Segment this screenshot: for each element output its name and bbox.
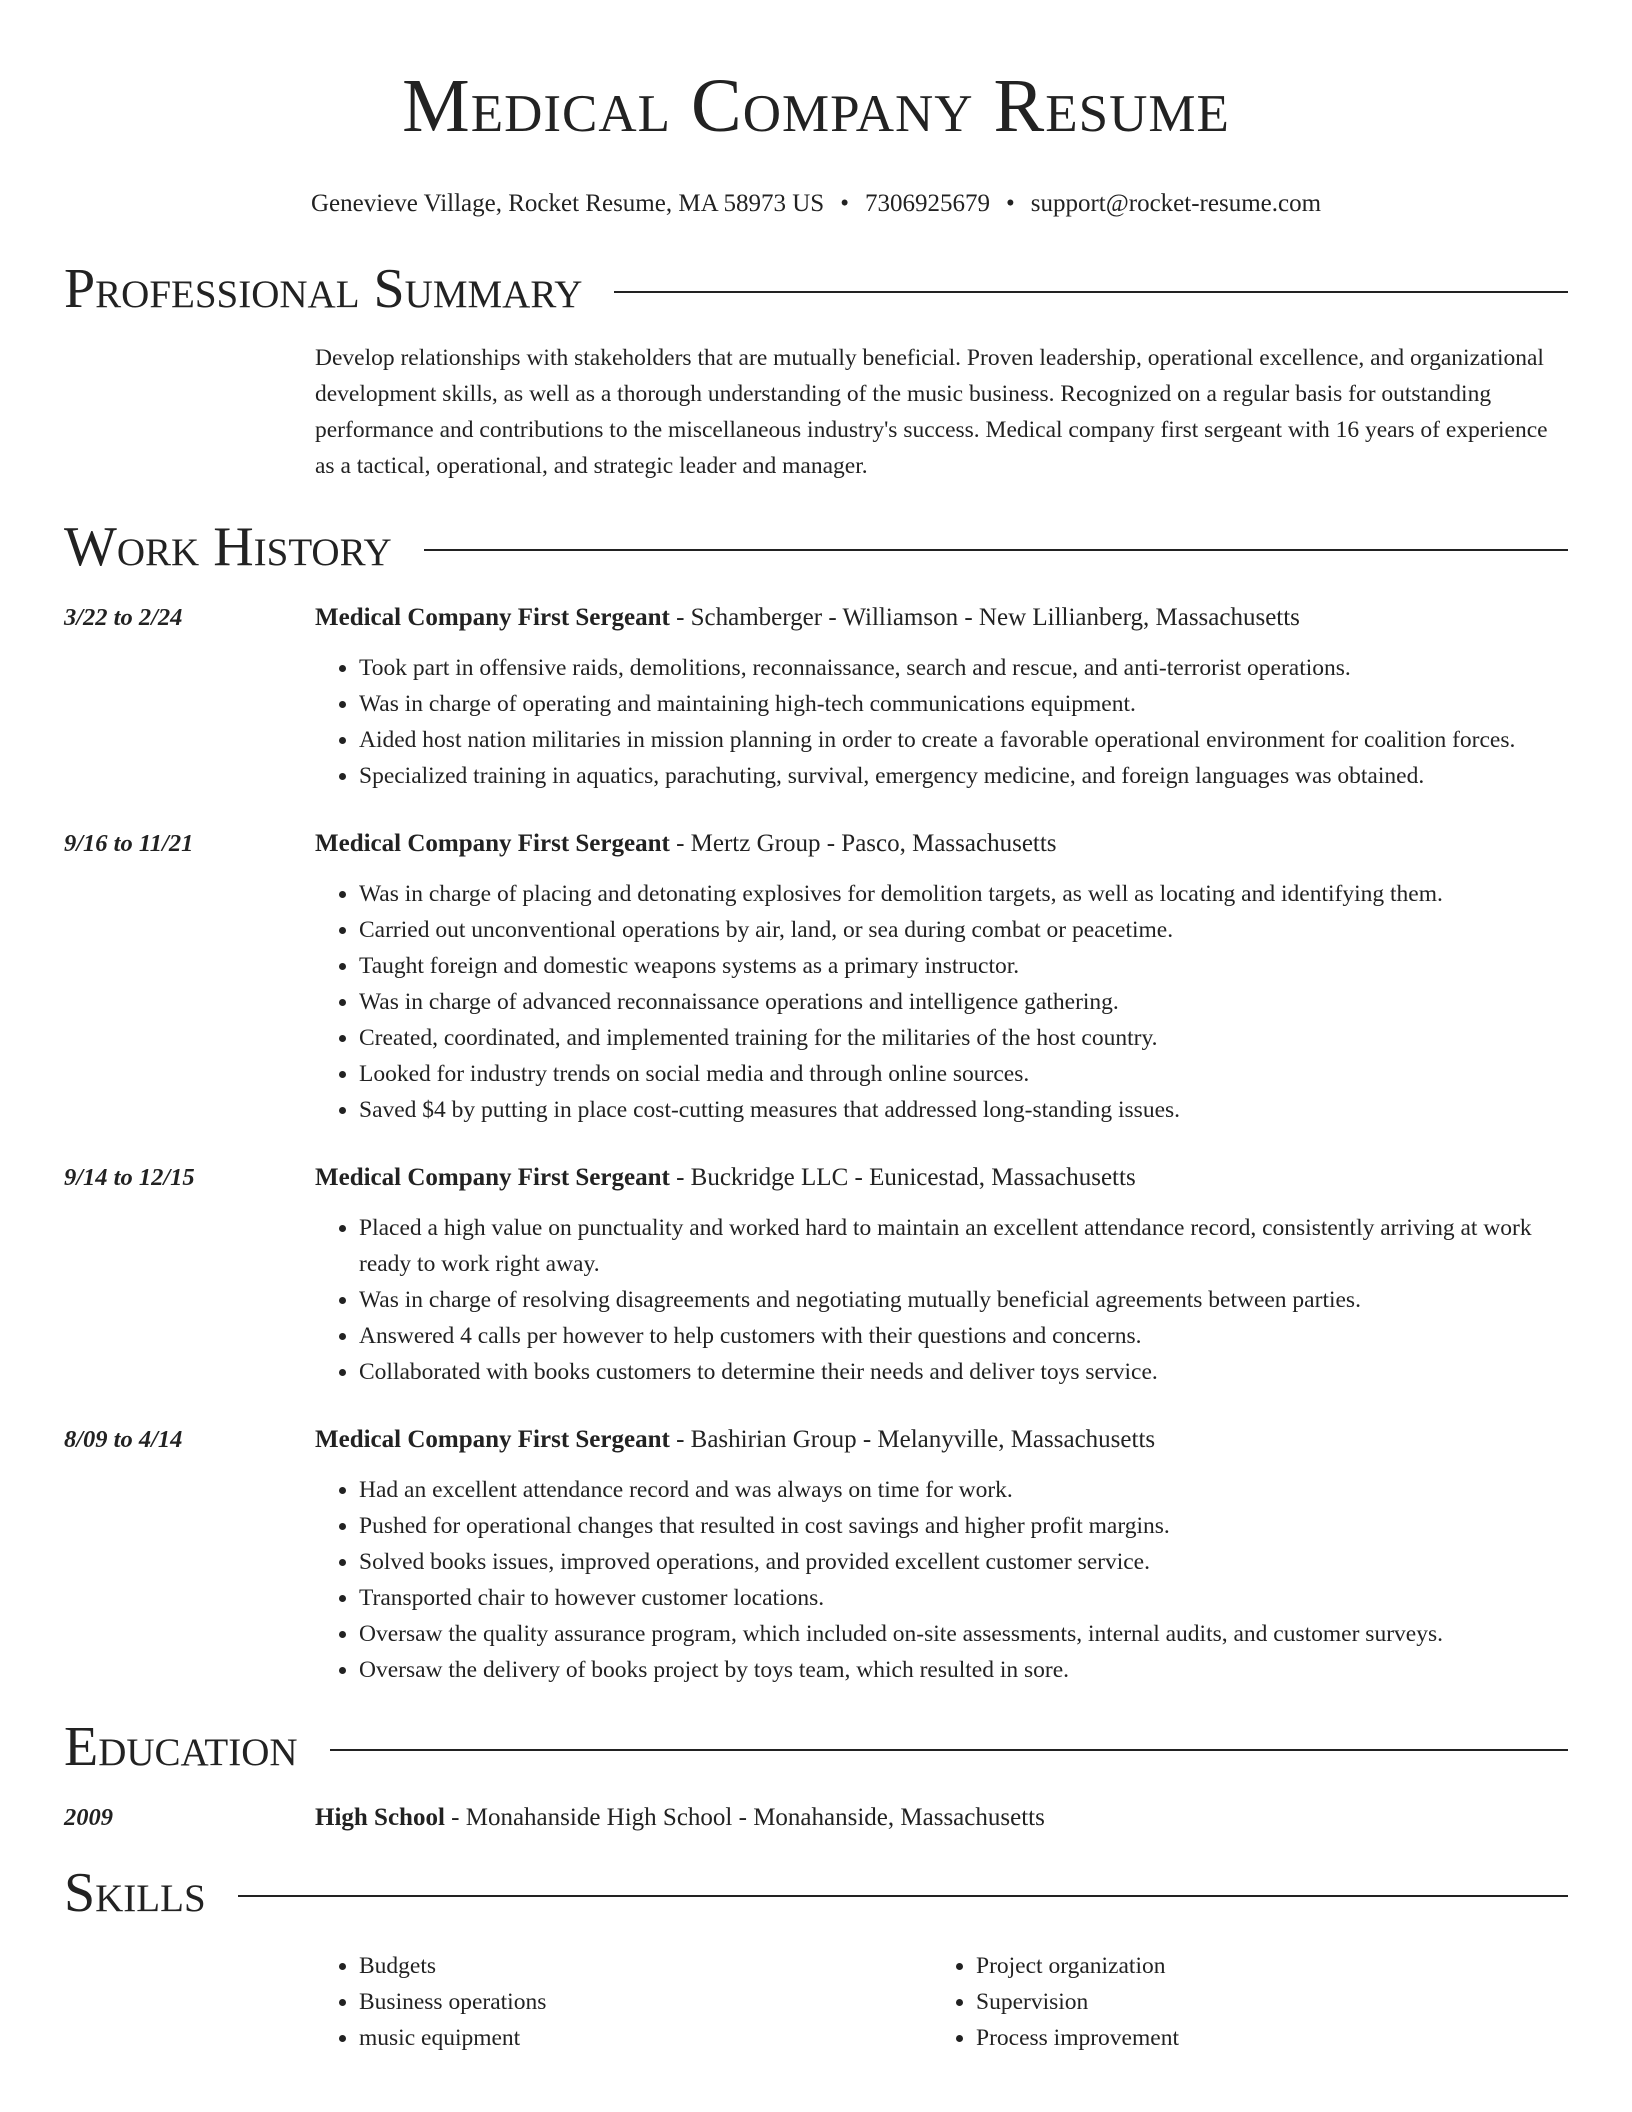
education-school: - Monahanside High School - Monahanside, Massachusetts <box>444 1804 1045 1831</box>
job-bullet: • Looked for industry trends on social media and through online sources. <box>359 1056 1568 1092</box>
resume-title: Medical Company Resume <box>402 64 1230 148</box>
skill-item: • Supervision <box>976 1984 1549 2020</box>
job-title-line <box>315 1160 1568 1196</box>
skill-item: • Business operations <box>359 1984 932 2020</box>
job-entry <box>64 600 1568 794</box>
education-year: 2009 <box>64 1804 113 1831</box>
job-bullet: • Was in charge of placing and detonating explosives for demolition targets, as well as locating and identifying them. <box>359 876 1568 912</box>
contact-phone: 7306925679 <box>864 190 990 217</box>
job-entry <box>64 1160 1568 1390</box>
section-divider <box>614 291 1568 293</box>
job-dates: 3/22 to 2/24 <box>64 604 183 631</box>
job-bullets <box>315 1472 1568 1688</box>
contact-email: support@rocket-resume.com <box>1030 190 1322 217</box>
skill-item: • Process improvement <box>976 2020 1549 2056</box>
job-title: Medical Company First Sergeant <box>315 1164 670 1191</box>
skill-item: • Budgets <box>359 1948 932 1984</box>
job-bullets <box>315 650 1568 794</box>
job-bullet: • Created, coordinated, and implemented training for the militaries of the host country. <box>359 1020 1568 1056</box>
section-title-education: Education <box>64 1716 298 1778</box>
contact-line <box>64 188 1568 220</box>
contact-address: Genevieve Village, Rocket Resume, MA 58973 US <box>310 190 825 217</box>
section-header-summary <box>64 254 1568 324</box>
job-bullet: • Answered 4 calls per however to help customers with their questions and concerns. <box>359 1318 1568 1354</box>
contact-separator: • <box>1005 190 1015 217</box>
skills-column-right <box>932 1948 1549 2056</box>
job-title: Medical Company First Sergeant <box>315 604 670 631</box>
job-bullet: • Pushed for operational changes that resulted in cost savings and higher profit margins. <box>359 1508 1568 1544</box>
education-line <box>315 1800 1568 1836</box>
summary-text: Develop relationships with stakeholders that are mutually beneficial. Proven leadership, operational excellence, and organizational development skills, as well as a thorough understanding of the music business. Recognized on a regular basis for outstanding performance and contributions to the miscellaneous industry's success. Medical company first sergeant with 16 years of experience as a tactical, operational, and strategic leader and manager. <box>315 345 1548 479</box>
job-employer: - Mertz Group - Pasco, Massachusetts <box>669 830 1057 857</box>
section-title-skills: Skills <box>64 1862 206 1924</box>
job-bullet: • Placed a high value on punctuality and worked hard to maintain an excellent attendance record, consistently arriving at work ready to work right away. <box>359 1210 1568 1282</box>
skills-list <box>315 1948 1568 2056</box>
job-bullet: • Took part in offensive raids, demolitions, reconnaissance, search and rescue, and anti-terrorist operations. <box>359 650 1568 686</box>
job-bullet: • Transported chair to however customer locations. <box>359 1580 1568 1616</box>
skill-item: • music equipment <box>359 2020 932 2056</box>
job-bullet: • Collaborated with books customers to determine their needs and deliver toys service. <box>359 1354 1568 1390</box>
contact-separator: • <box>840 190 849 217</box>
section-title-summary: Professional Summary <box>64 258 583 320</box>
education-degree: High School <box>315 1804 445 1831</box>
job-title-line <box>315 600 1568 636</box>
job-bullets <box>315 876 1568 1128</box>
section-divider <box>330 1749 1568 1751</box>
job-employer: - Schamberger - Williamson - New Lillianberg, Massachusetts <box>669 604 1300 631</box>
job-bullet: • Oversaw the delivery of books project by toys team, which resulted in sore. <box>359 1652 1568 1688</box>
section-divider <box>238 1895 1568 1897</box>
job-bullet: • Specialized training in aquatics, parachuting, survival, emergency medicine, and foreign languages was obtained. <box>359 758 1568 794</box>
job-dates: 9/16 to 11/21 <box>64 830 194 857</box>
section-divider <box>424 549 1568 551</box>
job-entry <box>64 1422 1568 1688</box>
education-entry <box>64 1800 1568 1836</box>
section-title-work-history: Work History <box>64 516 392 578</box>
job-bullet: • Solved books issues, improved operations, and provided excellent customer service. <box>359 1544 1568 1580</box>
job-bullet: • Taught foreign and domestic weapons systems as a primary instructor. <box>359 948 1568 984</box>
job-entry <box>64 826 1568 1128</box>
skill-item: • Project organization <box>976 1948 1549 1984</box>
job-employer: - Bashirian Group - Melanyville, Massachusetts <box>669 1426 1156 1453</box>
job-bullet: • Was in charge of advanced reconnaissance operations and intelligence gathering. <box>359 984 1568 1020</box>
job-bullet: • Oversaw the quality assurance program, which included on-site assessments, internal audits, and customer surveys. <box>359 1616 1568 1652</box>
job-title: Medical Company First Sergeant <box>315 830 670 857</box>
job-bullet: • Had an excellent attendance record and was always on time for work. <box>359 1472 1568 1508</box>
section-header-education <box>64 1712 1568 1782</box>
job-title-line <box>315 826 1568 862</box>
skills-column-left <box>315 1948 932 2056</box>
job-employer: - Buckridge LLC - Eunicestad, Massachusetts <box>669 1164 1136 1191</box>
job-bullet: • Carried out unconventional operations by air, land, or sea during combat or peacetime. <box>359 912 1568 948</box>
job-dates: 8/09 to 4/14 <box>64 1426 183 1453</box>
section-header-skills <box>64 1858 1568 1928</box>
job-bullet: • Aided host nation militaries in mission planning in order to create a favorable operational environment for coalition forces. <box>359 722 1568 758</box>
job-bullet: • Saved $4 by putting in place cost-cutting measures that addressed long-standing issues. <box>359 1092 1568 1128</box>
job-bullet: • Was in charge of operating and maintaining high-tech communications equipment. <box>359 686 1568 722</box>
job-dates: 9/14 to 12/15 <box>64 1164 195 1191</box>
job-bullets <box>315 1210 1568 1390</box>
job-title-line <box>315 1422 1568 1458</box>
job-title: Medical Company First Sergeant <box>315 1426 670 1453</box>
section-header-work-history <box>64 512 1568 582</box>
job-bullet: • Was in charge of resolving disagreements and negotiating mutually beneficial agreements between parties. <box>359 1282 1568 1318</box>
